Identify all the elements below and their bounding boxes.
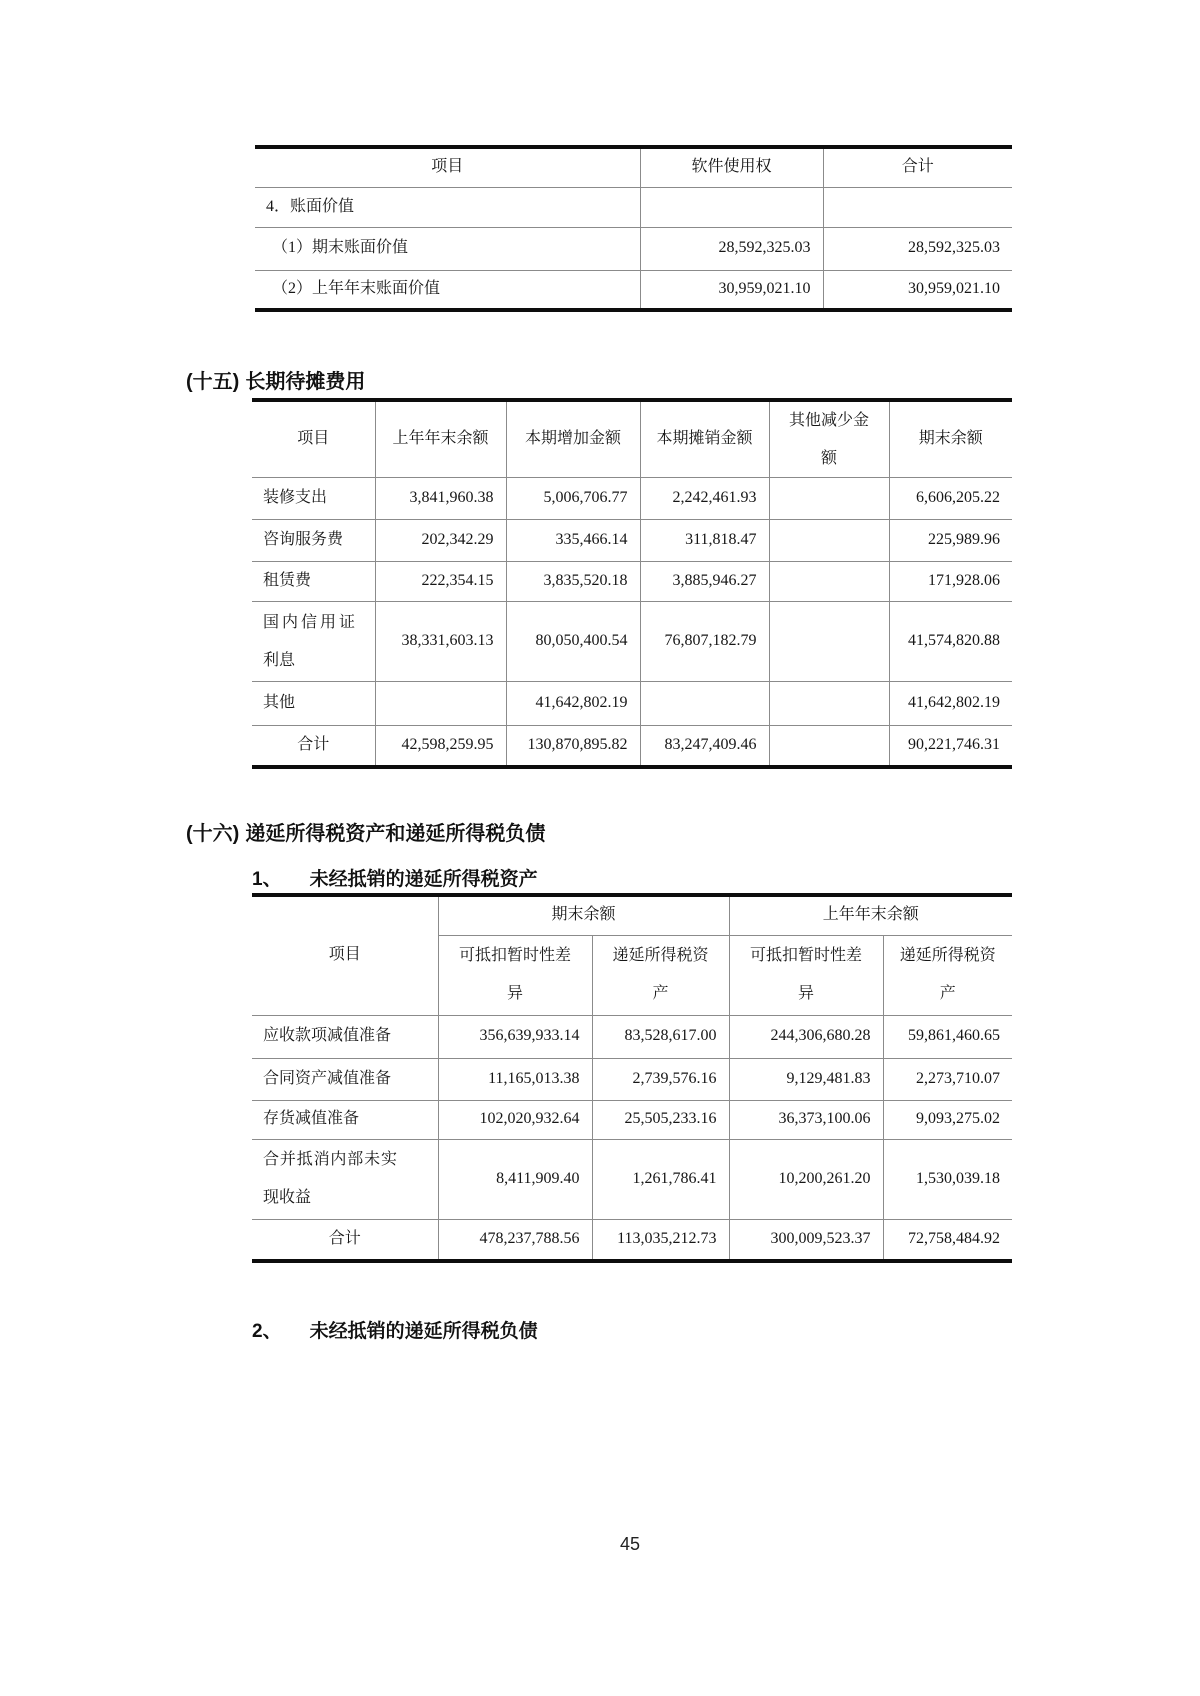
cell-value: 113,035,212.73 (592, 1219, 729, 1261)
subsection-title: 未经抵销的递延所得税负债 (309, 1321, 538, 1342)
subsection-2-heading (252, 1316, 538, 1343)
row-label: 其他 (252, 682, 375, 726)
row-label: （1）期末账面价值 (255, 227, 640, 270)
table-row (252, 1058, 1012, 1100)
subsection-number: 1、 (252, 869, 282, 890)
row-label: 国内信用证利息 (252, 602, 375, 682)
cell-value: 3,885,946.27 (640, 562, 769, 602)
column-header: 合计 (823, 147, 1012, 187)
section-15-heading (186, 365, 365, 394)
row-label: 应收款项减值准备 (252, 1015, 438, 1058)
section-number: (十五) (186, 371, 240, 393)
cell-value (769, 726, 889, 767)
cell-value: 5,006,706.77 (506, 478, 640, 520)
row-label: （2）上年年末账面价值 (255, 270, 640, 310)
column-header: 可抵扣暂时性差异 (729, 935, 883, 1015)
cell-value: 76,807,182.79 (640, 602, 769, 682)
cell-value: 41,642,802.19 (889, 682, 1012, 726)
row-label: 存货减值准备 (252, 1100, 438, 1139)
row-label: 装修支出 (252, 478, 375, 520)
cell-value: 8,411,909.40 (438, 1139, 592, 1219)
cell-value (769, 682, 889, 726)
column-header: 上年年末余额 (375, 400, 506, 478)
cell-value: 2,273,710.07 (883, 1058, 1012, 1100)
deferred-tax-assets-table (252, 893, 1012, 1263)
cell-value: 6,606,205.22 (889, 478, 1012, 520)
table-header-row (252, 400, 1012, 478)
cell-value: 42,598,259.95 (375, 726, 506, 767)
long-term-prepaid-expenses-table (252, 398, 1012, 769)
cell-value (375, 682, 506, 726)
cell-value: 72,758,484.92 (883, 1219, 1012, 1261)
row-label: 咨询服务费 (252, 520, 375, 562)
column-header: 其他减少金额 (769, 400, 889, 478)
cell-value: 225,989.96 (889, 520, 1012, 562)
section-number: (十六) (186, 823, 240, 845)
table-row (252, 520, 1012, 562)
table-row (252, 562, 1012, 602)
table-row (255, 270, 1012, 310)
cell-value: 41,642,802.19 (506, 682, 640, 726)
cell-value: 1,530,039.18 (883, 1139, 1012, 1219)
table-row (255, 187, 1012, 227)
cell-value: 300,009,523.37 (729, 1219, 883, 1261)
cell-value: 36,373,100.06 (729, 1100, 883, 1139)
table-header-row (255, 147, 1012, 187)
column-header: 软件使用权 (640, 147, 823, 187)
cell-value: 10,200,261.20 (729, 1139, 883, 1219)
section-title: 递延所得税资产和递延所得税负债 (245, 823, 546, 845)
column-header: 可抵扣暂时性差异 (438, 935, 592, 1015)
subsection-1-heading (252, 864, 538, 891)
cell-value: 28,592,325.03 (640, 227, 823, 270)
table-row (255, 227, 1012, 270)
cell-value: 11,165,013.38 (438, 1058, 592, 1100)
section-16-heading (186, 817, 545, 846)
cell-value: 90,221,746.31 (889, 726, 1012, 767)
cell-value: 311,818.47 (640, 520, 769, 562)
cell-value: 1,261,786.41 (592, 1139, 729, 1219)
cell-value (769, 602, 889, 682)
table-row (252, 1100, 1012, 1139)
cell-value: 83,247,409.46 (640, 726, 769, 767)
cell-value (640, 187, 823, 227)
cell-value: 41,574,820.88 (889, 602, 1012, 682)
column-header: 项目 (252, 400, 375, 478)
cell-value (823, 187, 1012, 227)
table-total-row (252, 1219, 1012, 1261)
cell-value: 30,959,021.10 (823, 270, 1012, 310)
cell-value: 2,739,576.16 (592, 1058, 729, 1100)
cell-value: 38,331,603.13 (375, 602, 506, 682)
cell-value: 356,639,933.14 (438, 1015, 592, 1058)
column-header: 递延所得税资产 (883, 935, 1012, 1015)
column-header: 本期增加金额 (506, 400, 640, 478)
cell-value: 30,959,021.10 (640, 270, 823, 310)
row-label: 合并抵消内部未实现收益 (252, 1139, 438, 1219)
group-header: 上年年末余额 (729, 895, 1012, 935)
column-header: 项目 (252, 895, 438, 1015)
cell-value: 28,592,325.03 (823, 227, 1012, 270)
cell-value: 80,050,400.54 (506, 602, 640, 682)
cell-value: 222,354.15 (375, 562, 506, 602)
cell-value: 83,528,617.00 (592, 1015, 729, 1058)
cell-value (640, 682, 769, 726)
column-header: 项目 (255, 147, 640, 187)
table-row (252, 1015, 1012, 1058)
cell-value: 335,466.14 (506, 520, 640, 562)
total-label: 合计 (252, 726, 375, 767)
table-row (252, 1139, 1012, 1219)
table-total-row (252, 726, 1012, 767)
column-header: 本期摊销金额 (640, 400, 769, 478)
column-header: 期末余额 (889, 400, 1012, 478)
row-label: 租赁费 (252, 562, 375, 602)
cell-value (769, 562, 889, 602)
cell-value: 171,928.06 (889, 562, 1012, 602)
cell-value: 25,505,233.16 (592, 1100, 729, 1139)
column-header: 递延所得税资产 (592, 935, 729, 1015)
table-row (252, 602, 1012, 682)
cell-value: 130,870,895.82 (506, 726, 640, 767)
total-label: 合计 (252, 1219, 438, 1261)
row-label: 4．账面价值 (255, 187, 640, 227)
cell-value: 244,306,680.28 (729, 1015, 883, 1058)
cell-value: 2,242,461.93 (640, 478, 769, 520)
group-header: 期末余额 (438, 895, 729, 935)
carrying-value-table (255, 145, 1012, 312)
subsection-number: 2、 (252, 1321, 282, 1342)
subsection-title: 未经抵销的递延所得税资产 (309, 869, 538, 890)
page-number: 45 (619, 1534, 641, 1554)
section-title: 长期待摊费用 (245, 371, 366, 393)
cell-value: 59,861,460.65 (883, 1015, 1012, 1058)
cell-value: 3,835,520.18 (506, 562, 640, 602)
cell-value: 9,129,481.83 (729, 1058, 883, 1100)
row-label: 合同资产减值准备 (252, 1058, 438, 1100)
cell-value: 102,020,932.64 (438, 1100, 592, 1139)
cell-value (769, 478, 889, 520)
cell-value: 3,841,960.38 (375, 478, 506, 520)
cell-value: 478,237,788.56 (438, 1219, 592, 1261)
table-row (252, 478, 1012, 520)
table-row (252, 682, 1012, 726)
cell-value (769, 520, 889, 562)
cell-value: 202,342.29 (375, 520, 506, 562)
cell-value: 9,093,275.02 (883, 1100, 1012, 1139)
table-group-header-row (252, 895, 1012, 935)
